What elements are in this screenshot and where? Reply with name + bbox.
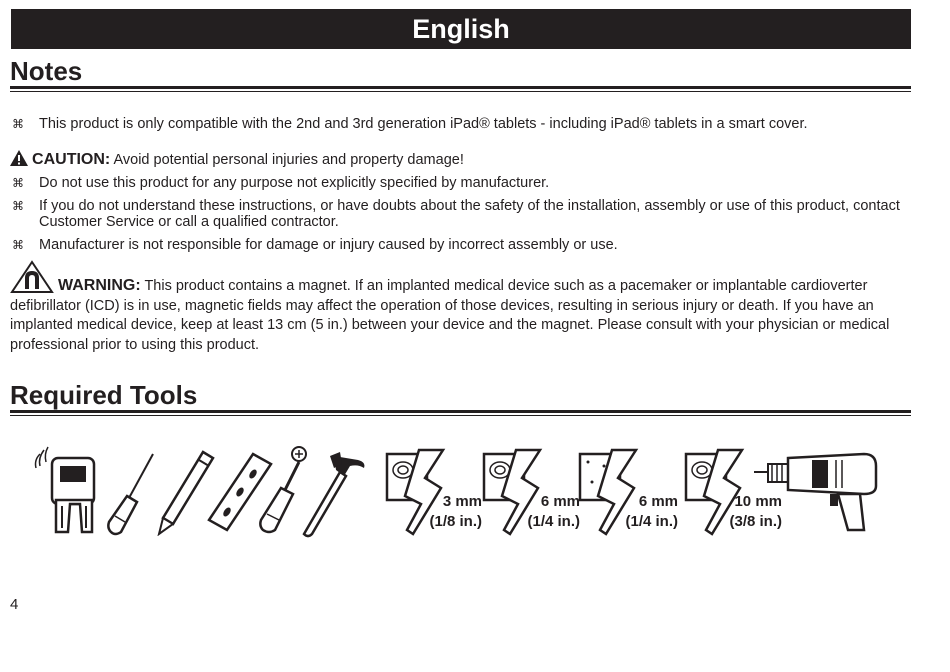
awl-icon (105, 452, 155, 536)
notes-title: Notes (10, 56, 83, 86)
page-number: 4 (10, 596, 19, 613)
notes-divider (10, 86, 911, 92)
caution-triangle-icon (10, 150, 28, 166)
bit-size-label (612, 492, 678, 532)
tools-title: Required Tools (10, 380, 198, 410)
caution-bullet-text: Manufacturer is not responsible for damage or injury caused by incorrect assembly or use. (39, 237, 618, 253)
tools-divider (10, 410, 911, 416)
power-drill-icon (752, 450, 880, 534)
warning-label: WARNING: (58, 277, 141, 294)
language-header: English (11, 9, 911, 49)
compat-text: This product is only compatible with the 2nd and 3rd generation iPad® tablets - including iPad® tablets in a smart cover. (39, 116, 808, 132)
bit-size-imperial: (1/8 in.) (429, 513, 482, 530)
bullet-icon: ⌘ (12, 238, 24, 252)
warning-text: This product contains a magnet. If an implanted medical device such as a pacemaker or implantable cardioverter defibrillator (ICD) is in use, magnetic fields may affect the operation of those devices, resulting in serious injury or death. If you have an implanted medical device, keep at least 13 cm (5 in.) between your device and the magnet. Please consult with your physician or medical professional prior to using this product. (10, 278, 890, 353)
bullet-icon: ⌘ (12, 117, 24, 131)
bullet-icon: ⌘ (12, 199, 24, 213)
caution-line (10, 150, 464, 169)
compat-bullet (10, 116, 900, 132)
caution-label: CAUTION: (32, 151, 111, 168)
bullet-icon: ⌘ (12, 176, 24, 190)
bit-size-metric: 10 mm (734, 493, 782, 510)
bit-size-metric: 6 mm (638, 493, 678, 510)
tools-row (20, 440, 900, 540)
bit-size-imperial: (1/4 in.) (625, 513, 678, 530)
caution-bullet (10, 175, 900, 191)
hammer-icon (300, 450, 370, 538)
caution-bullet-text: If you do not understand these instructions, or have doubts about the safety of the installation, assembly or use of this product, contact Customer Service or call a qualified contractor. (39, 198, 900, 230)
caution-bullet (10, 198, 900, 230)
bit-size-label (418, 492, 482, 532)
magnet-warning-icon (10, 260, 54, 294)
caution-text: Avoid potential personal injuries and property damage! (113, 152, 464, 168)
caution-bullet (10, 237, 900, 253)
bit-size-label (514, 492, 580, 532)
bit-size-metric: 6 mm (540, 493, 580, 510)
warning-block (10, 260, 905, 355)
bit-size-imperial: (3/8 in.) (729, 513, 782, 530)
stud-finder-icon (32, 440, 98, 536)
caution-bullet-text: Do not use this product for any purpose not explicitly specified by manufacturer. (39, 175, 550, 191)
bit-size-metric: 3 mm (442, 493, 482, 510)
bit-size-imperial: (1/4 in.) (527, 513, 580, 530)
